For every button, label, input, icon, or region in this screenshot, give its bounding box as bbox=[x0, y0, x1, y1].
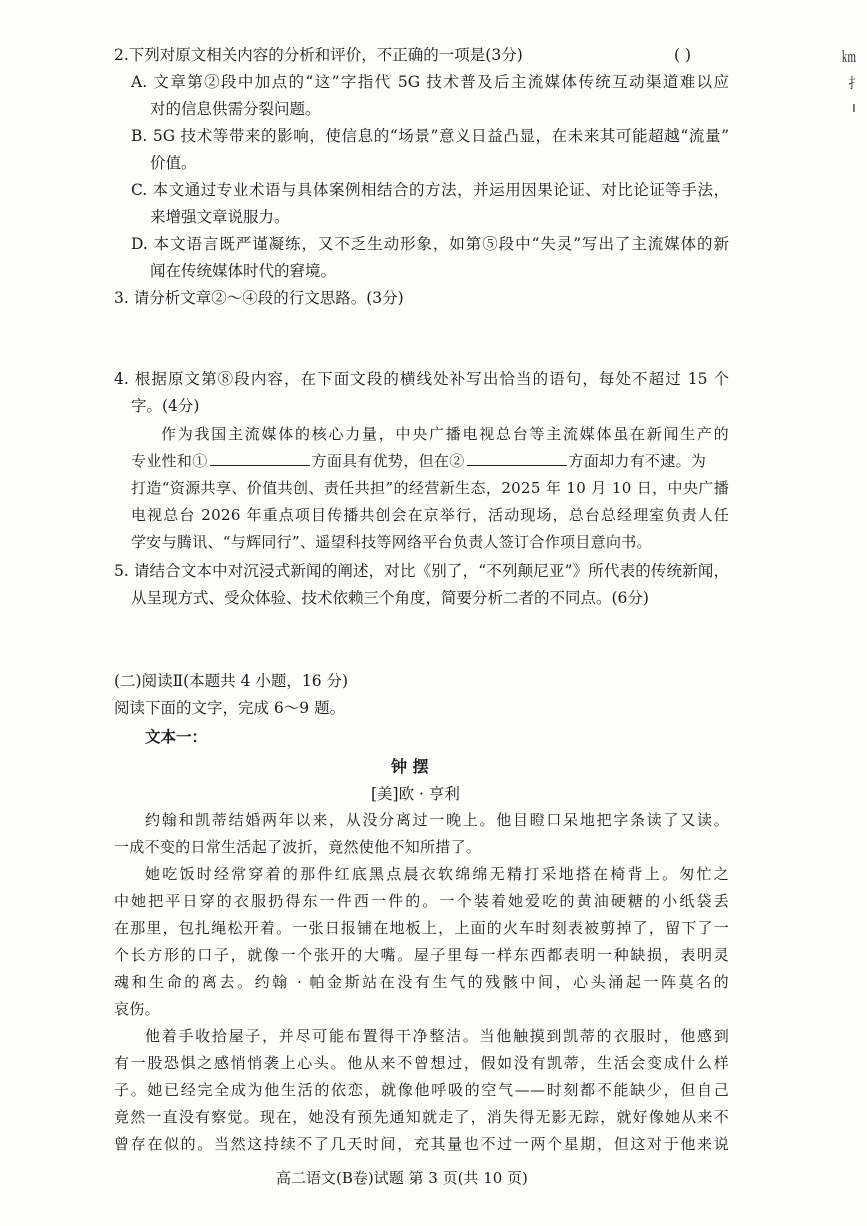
question-2-stem: 2.下列对原文相关内容的分析和评价，不正确的一项是(3分) bbox=[114, 46, 523, 64]
option-d-line-1: D. 本文语言既严谨凝练，又不乏生动形象，如第⑤段中“失灵”写出了主流媒体的新 bbox=[131, 235, 729, 253]
question-5-stem-line-2: 从呈现方式、受众体验、技术依赖三个角度，简要分析二者的不同点。(6分) bbox=[131, 589, 649, 607]
option-a-line-1: A. 文章第②段中加点的“这”字指代 5G 技术普及后主流媒体传统互动渠道难以应 bbox=[131, 73, 729, 91]
story-line: 一成不变的日常生活起了波折，竟然使他不知所措了。 bbox=[114, 838, 482, 856]
story-line: 中她把平日穿的衣服扔得东一件西一件的。一个装着她爱吃的黄油硬糖的小纸袋丢 bbox=[114, 892, 729, 910]
option-d-line-2: 闻在传统媒体时代的窘境。 bbox=[150, 262, 337, 280]
edge-mark: ㎞ bbox=[842, 50, 856, 66]
story-title: 钟 摆 bbox=[391, 757, 429, 776]
story-author: [美]欧 · 亨利 bbox=[371, 785, 460, 803]
section-heading: (二)阅读Ⅱ(本题共 4 小题，16 分) bbox=[114, 672, 349, 690]
page-footer: 高二语文(B卷)试题 第 3 页(共 10 页) bbox=[276, 1169, 528, 1187]
section-instruction: 阅读下面的文字，完成 6～9 题。 bbox=[114, 699, 346, 717]
option-c-line-2: 来增强文章说服力。 bbox=[150, 208, 290, 226]
story-line: 子。她已经完全成为他生活的依恋，就像他呼吸的空气——时刻都不能缺少，但自己 bbox=[114, 1081, 729, 1099]
q4-passage-line-2 bbox=[131, 451, 729, 471]
blank-1[interactable] bbox=[210, 451, 310, 466]
question-4-stem-line-1: 4. 根据原文第⑧段内容，在下面文段的横线处补写出恰当的语句，每处不超过 15 个 bbox=[114, 370, 729, 388]
edge-mark: 扌 bbox=[848, 76, 862, 92]
passage-text: 方面却力有不逮。为 bbox=[568, 452, 707, 470]
blank-2[interactable] bbox=[467, 451, 567, 466]
option-a-line-2: 对的信息供需分裂问题。 bbox=[150, 100, 321, 118]
q4-passage-line-1: 作为我国主流媒体的核心力量，中央广播电视总台等主流媒体虽在新闻生产的 bbox=[161, 425, 729, 443]
question-3-stem: 3. 请分析文章②～④段的行文思路。(3分) bbox=[114, 289, 404, 307]
q4-passage-line-3: 打造“资源共享、价值共创、责任共担”的经营新生态，2025 年 10 月 10 日，中央广播 bbox=[131, 479, 729, 497]
story-line: 有一股恐惧之感悄悄袭上心头。他从来不曾想过，假如没有凯蒂，生活会变成什么样 bbox=[114, 1054, 729, 1072]
text-one-label: 文本一： bbox=[145, 727, 208, 746]
story-line: 约翰和凯蒂结婚两年以来，从没分离过一晚上。他目瞪口呆地把字条读了又读。 bbox=[145, 811, 729, 829]
question-5-stem-line-1: 5. 请结合文本中对沉浸式新闻的阐述，对比《别了，“不列颠尼亚”》所代表的传统新闻， bbox=[114, 562, 729, 580]
q4-passage-line-4: 电视总台 2026 年重点项目传播共创会在京举行，活动现场，总台总经理室负责人任 bbox=[131, 506, 729, 524]
q4-passage-line-5: 学安与腾讯、“与辉同行”、遥望科技等网络平台负责人签订合作项目意向书。 bbox=[131, 533, 652, 551]
question-4-stem-line-2: 字。(4分) bbox=[131, 397, 200, 415]
story-line: 魂和生命的离去。约翰 · 帕金斯站在没有生气的残骸中间，心头涌起一阵莫名的 bbox=[114, 973, 729, 991]
story-line: 竟然一直没有察觉。现在，她没有预先通知就走了，消失得无影无踪，就好像她从来不 bbox=[114, 1108, 729, 1126]
option-c-line-1: C. 本文通过专业术语与具体案例相结合的方法，并运用因果论证、对比论证等手法， bbox=[131, 181, 729, 199]
story-line: 曾存在似的。当然这持续不了几天时间，充其量也不过一两个星期，但这对于他来说 bbox=[114, 1135, 729, 1153]
answer-parenthesis: ( ) bbox=[674, 46, 692, 64]
option-b-line-2: 价值。 bbox=[150, 154, 197, 172]
story-line: 哀伤。 bbox=[114, 1000, 160, 1018]
story-line: 个长方形的口子，就像一个张开的大嘴。屋子里每一样东西都表明一种缺损，表明灵 bbox=[114, 946, 729, 964]
passage-text: 专业性和① bbox=[131, 452, 208, 470]
story-line: 他着手收拾屋子，并尽可能布置得干净整洁。当他触摸到凯蒂的衣服时，他感到 bbox=[145, 1027, 729, 1045]
edge-mark: ı bbox=[852, 100, 856, 116]
option-b-line-1: B. 5G 技术等带来的影响，使信息的“场景”意义日益凸显，在未来其可能超越“流量” bbox=[131, 127, 729, 145]
passage-text: 方面具有优势，但在② bbox=[311, 452, 465, 470]
story-line: 她吃饭时经常穿着的那件红底黑点晨衣软绵绵无精打采地搭在椅背上。匆忙之 bbox=[145, 865, 729, 883]
story-line: 在那里，包扎绳松开着。一张日报铺在地板上，上面的火车时刻表被剪掉了，留下了一 bbox=[114, 919, 729, 937]
